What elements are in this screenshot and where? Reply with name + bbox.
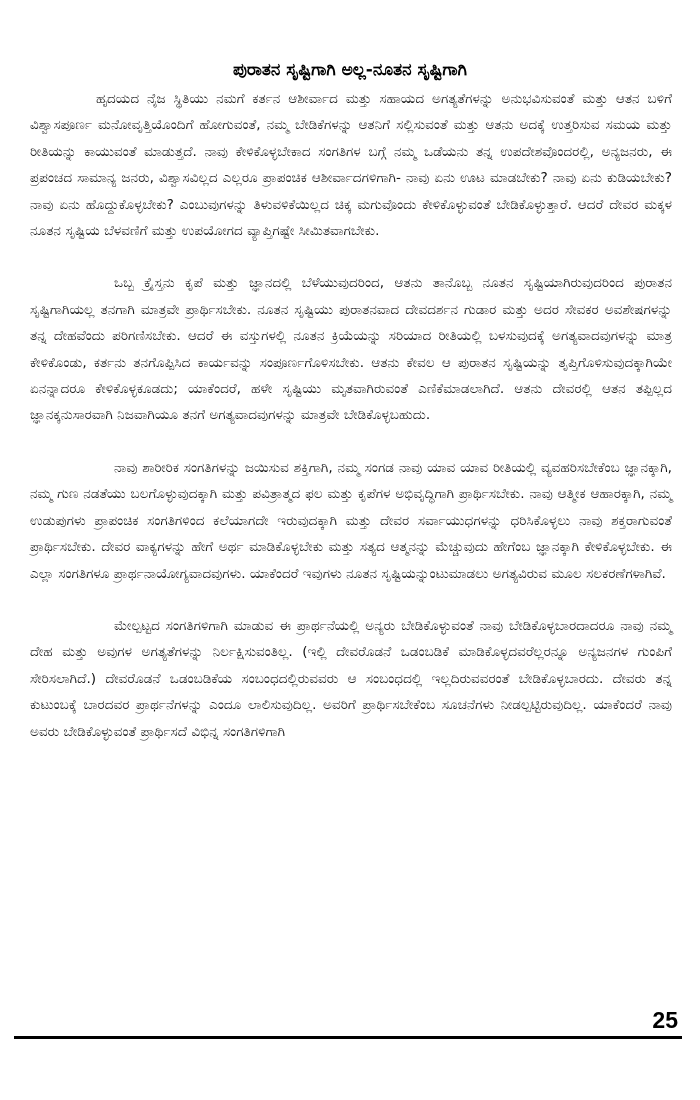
paragraph-4: ಮೇಲ್ಪಟ್ಟದ ಸಂಗತಿಗಳಿಗಾಗಿ ಮಾಡುವ ಈ ಪ್ರಾರ್ಥನೆಯಲ್ಲಿ ಅನ್ಯರು ಬೇಡಿಕೊಳ್ಳುವಂತೆ ನಾವು ಬೇಡಿಕೊಳ್ಳಬಾರದಾದರೂ ನಾವು ನಮ್ಮ ದೇಹ ಮತ್ತು ಅವುಗಳ ಅಗತ್ಯತೆಗಳನ್ನು ನಿರ್ಲಕ್ಷಿಸುವಂತಿಲ್ಲ. (ಇಲ್ಲಿ ದೇವರೊಡನೆ ಒಡಂಬಡಿಕೆ ಮಾಡಿಕೊಳ್ಳದವರೆಲ್ಲರನ್ನೂ ಅನ್ಯಜನಗಳ ಗುಂಪಿಗೆ ಸೇರಿಸಲಾಗಿದೆ.) ದೇವರೊಡನೆ ಒಡಂಬಡಿಕೆಯ ಸಂಬಂಧದಲ್ಲಿರುವವರು ಆ ಸಂಬಂಧದಲ್ಲಿ ಇಲ್ಲದಿರುವವರಂತೆ ಬೇಡಿಕೊಳ್ಳಬಾರದು. ದೇವರು ತನ್ನ ಕುಟುಂಬಕ್ಕೆ ಬಾರದವರ ಪ್ರಾರ್ಥನೆಗಳನ್ನು ಎಂದೂ ಲಾಲಿಸುವುದಿಲ್ಲ. ಅವರಿಗೆ ಪ್ರಾರ್ಥಿಸಬೇಕೆಂಬ ಸೂಚನೆಗಳು ನೀಡಲ್ಪಟ್ಟಿರುವುದಿಲ್ಲ. ಯಾಕೆಂದರೆ ನಾವು ಅವರು ಬೇಡಿಕೊಳ್ಳುವಂತೆ ಪ್ರಾರ್ಥಿಸದೆ ವಿಭಿನ್ನ ಸಂಗತಿಗಳಿಗಾಗಿ — [30, 617, 672, 740]
paragraph-2: ಒಬ್ಬ ಕ್ರೈಸ್ತನು ಕೃಪೆ ಮತ್ತು ಜ್ಞಾನದಲ್ಲಿ ಬೆಳೆಯುವುದರಿಂದ, ಆತನು ತಾನೊಬ್ಬ ನೂತನ ಸೃಷ್ಟಿಯಾಗಿರುವುದರಿಂದ ಪುರಾತನ ಸೃಷ್ಟಿಗಾಗಿಯಲ್ಲ ತನಗಾಗಿ ಮಾತ್ರವೇ ಪ್ರಾರ್ಥಿಸಬೇಕು. ನೂತನ ಸೃಷ್ಟಿಯು ಪುರಾತನವಾದ ದೇವದರ್ಶನ ಗುಡಾರ ಮತ್ತು ಅದರ ಸೇವಕರ ಅವಶೇಷಗಳನ್ನು ತನ್ನ ದೇಹವೆಂದು ಪರಿಗಣಿಸಬೇಕು. ಆದರೆ ಈ ವಸ್ತುಗಳಲ್ಲಿ ನೂತನ ಕ್ರಿಯೆಯನ್ನು ಸರಿಯಾದ ರೀತಿಯಲ್ಲಿ ಬಳಸುವುದಕ್ಕೆ ಅಗತ್ಯವಾದವುಗಳನ್ನು ಮಾತ್ರ ಕೇಳಿಕೊಂಡು, ಕರ್ತನು ತನಗೊಪ್ಪಿಸಿದ ಕಾರ್ಯವನ್ನು ಸಂಪೂರ್ಣಗೊಳಿಸಬೇಕು. ಆತನು ಕೇವಲ ಆ ಪುರಾತನ ಸೃಷ್ಟಿಯನ್ನು ತೃಪ್ತಿಗೊಳಿಸುವುದಕ್ಕಾಗಿಯೇ ಏನನ್ನಾದರೂ ಕೇಳಿಕೊಳ್ಳಕೂಡದು; ಯಾಕೆಂದರೆ, ಹಳೇ ಸೃಷ್ಟಿಯು ಮೃತವಾಗಿರುವಂತೆ ಎಣಿಕೆಮಾಡಲಾಗಿದೆ. ಆತನು ದೇವರಲ್ಲಿ ಆತನ ತಪ್ಪಿಲ್ಲದ ಜ್ಞಾನಕ್ಕನುಸಾರವಾಗಿ ನಿಜವಾಗಿಯೂ ತನಗೆ ಅಗತ್ಯವಾದವುಗಳನ್ನು ಮಾತ್ರವೇ ಬೇಡಿಕೊಳ್ಳಬಹುದು. — [30, 275, 672, 424]
paragraph-3: ನಾವು ಶಾರೀರಿಕ ಸಂಗತಿಗಳನ್ನು ಜಯಿಸುವ ಶಕ್ತಿಗಾಗಿ, ನಮ್ಮ ಸಂಗಡ ನಾವು ಯಾವ ಯಾವ ರೀತಿಯಲ್ಲಿ ವ್ಯವಹರಿಸಬೇಕೆಂಬ ಜ್ಞಾನಕ್ಕಾಗಿ, ನಮ್ಮ ಗುಣ ನಡತೆಯು ಬಲಗೊಳ್ಳುವುದಕ್ಕಾಗಿ ಮತ್ತು ಪವಿತ್ರಾತ್ಮದ ಫಲ ಮತ್ತು ಕೃಪೆಗಳ ಅಭಿವೃದ್ಧಿಗಾಗಿ ಪ್ರಾರ್ಥಿಸಬೇಕು. ನಾವು ಆತ್ಮೀಕ ಆಹಾರಕ್ಕಾಗಿ, ನಮ್ಮ ಉಡುಪುಗಳು ಪ್ರಾಪಂಚಿಕ ಸಂಗತಿಗಳಿಂದ ಕಲೆಯಾಗದೇ ಇರುವುದಕ್ಕಾಗಿ ಮತ್ತು ದೇವರ ಸರ್ವಾಯುಧಗಳನ್ನು ಧರಿಸಿಕೊಳ್ಳಲು ನಾವು ಶಕ್ತರಾಗುವಂತೆ ಪ್ರಾರ್ಥಿಸಬೇಕು. ದೇವರ ವಾಕ್ಯಗಳನ್ನು ಹೇಗೆ ಅರ್ಥ ಮಾಡಿಕೊಳ್ಳಬೇಕು ಮತ್ತು ಸತ್ಯದ ಆತ್ಮನನ್ನು ಮೆಚ್ಚುವುದು ಹೇಗೆಂಬ ಜ್ಞಾನಕ್ಕಾಗಿ ಕೇಳಿಕೊಳ್ಳಬೇಕು. ಈ ಎಲ್ಲಾ ಸಂಗತಿಗಳೂ ಪ್ರಾರ್ಥನಾಯೋಗ್ಯವಾದವುಗಳು. ಯಾಕೆಂದರೆ ಇವುಗಳು ನೂತನ ಸೃಷ್ಟಿಯನ್ನುಂಟುಮಾಡಲು ಅಗತ್ಯವಿರುವ ಮೂಲ ಸಲಕರಣೆಗಳಾಗಿವೆ. — [30, 459, 672, 582]
page-number: 25 — [652, 1007, 678, 1033]
chapter-title: ಪುರಾತನ ಸೃಷ್ಟಿಗಾಗಿ ಅಲ್ಲ-ನೂತನ ಸೃಷ್ಟಿಗಾಗಿ — [233, 60, 467, 80]
footer-rule — [14, 1036, 682, 1039]
paragraph-1: ಹೃದಯದ ನೈಜ ಸ್ಥಿತಿಯು ನಮಗೆ ಕರ್ತನ ಆಶೀರ್ವಾದ ಮತ್ತು ಸಹಾಯದ ಅಗತ್ಯತೆಗಳನ್ನು ಅನುಭವಿಸುವಂತೆ ಮತ್ತು ಆತನ ಬಳಿಗೆ ವಿಶ್ವಾಸಪೂರ್ಣ ಮನೋವೃತ್ತಿಯೊಂದಿಗೆ ಹೋಗುವಂತೆ, ನಮ್ಮ ಬೇಡಿಕೆಗಳನ್ನು ಆತನಿಗೆ ಸಲ್ಲಿಸುವಂತೆ ಮತ್ತು ಆತನು ಅದಕ್ಕೆ ಉತ್ತರಿಸುವ ಸಮಯ ಮತ್ತು ರೀತಿಯನ್ನು ಕಾಯುವಂತೆ ಮಾಡುತ್ತದೆ. ನಾವು ಕೇಳಿಕೊಳ್ಳಬೇಕಾದ ಸಂಗತಿಗಳ ಬಗ್ಗೆ ನಮ್ಮ ಒಡೆಯನು ತನ್ನ ಉಪದೇಶವೊಂದರಲ್ಲಿ, ಅನ್ಯಜನರು, ಈ ಪ್ರಪಂಚದ ಸಾಮಾನ್ಯ ಜನರು, ವಿಶ್ವಾಸವಿಲ್ಲದ ಎಲ್ಲರೂ ಪ್ರಾಪಂಚಿಕ ಆಶೀರ್ವಾದಗಳಿಗಾಗಿ- ನಾವು ಏನು ಊಟ ಮಾಡಬೇಕು? ನಾವು ಏನು ಕುಡಿಯಬೇಕು? ನಾವು ಏನು ಹೊದ್ದುಕೊಳ್ಳಬೇಕು? ಎಂಬುವುಗಳನ್ನು ತಿಳುವಳಿಕೆಯಿಲ್ಲದ ಚಿಕ್ಕ ಮಗುವೊಂದು ಕೇಳಿಕೊಳ್ಳುವಂತೆ ಬೇಡಿಕೊಳ್ಳುತ್ತಾರೆ. ಆದರೆ ದೇವರ ಮಕ್ಕಳ ನೂತನ ಸೃಷ್ಟಿಯ ಬೆಳವಣಿಗೆ ಮತ್ತು ಉಪಯೋಗದ ವ್ಯಾಪ್ತಿಗಷ್ಟೇ ಸೀಮಿತವಾಗಬೇಕು. — [30, 91, 672, 240]
body-text — [30, 86, 672, 745]
